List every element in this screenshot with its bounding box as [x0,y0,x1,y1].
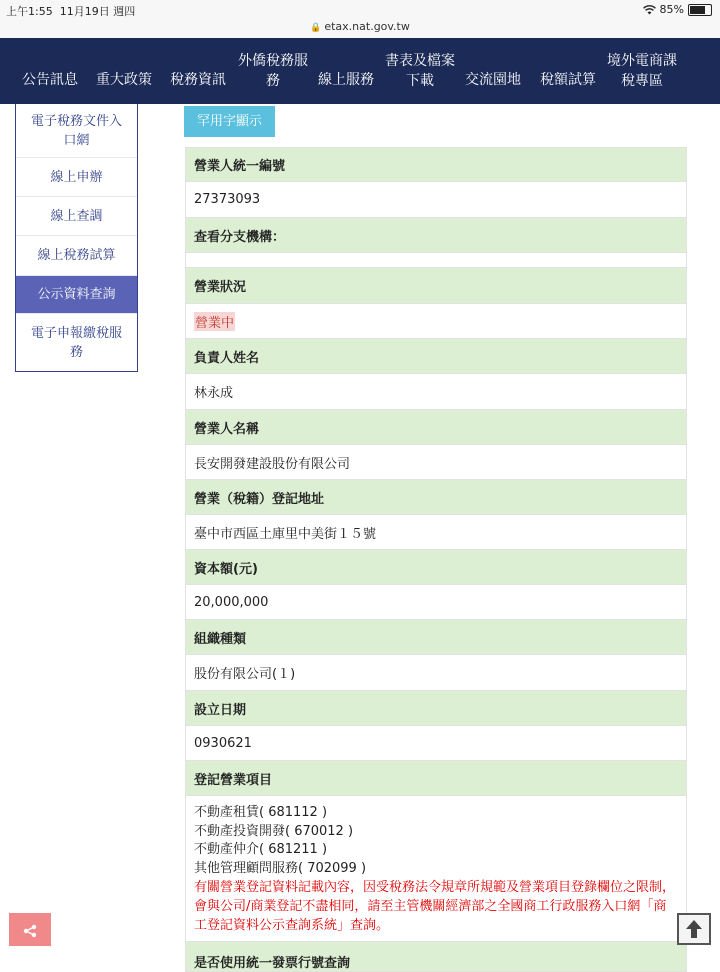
status-time: 上午1:55 11月19日 週四 [6,5,136,18]
battery-icon [688,4,712,16]
wifi-icon [643,5,656,15]
value-branches [185,253,687,268]
nav-item-forms-download[interactable]: 書表及檔案 下載 [385,53,455,89]
url-bar[interactable] [0,20,720,38]
label-establishment-date: 設立日期 [185,691,687,726]
label-unified-number: 營業人統一編號 [185,147,687,182]
value-organization-type: 股份有限公司(１) [185,655,687,691]
nav-item-foreign-ecommerce[interactable]: 境外電商課 稅專區 [607,53,677,89]
label-business-status: 營業狀況 [185,268,687,304]
business-item: 不動產租賃( 681112 ) [194,805,328,820]
business-item: 其他管理顧問服務( 702099 ) [194,860,367,876]
nav-item-announcements[interactable]: 公告訊息 [22,72,78,88]
value-registered-address: 臺中市西區土庫里中美街１５號 [185,515,687,550]
lock-icon: 🔒 [310,23,322,33]
status-right [643,3,712,16]
nav-item-major-policy[interactable]: 重大政策 [96,72,152,88]
sidebar-item-online-application[interactable]: 線上申辦 [16,158,137,197]
rare-char-display-button[interactable]: 罕用字顯示 [184,106,275,137]
registration-notice: 有關營業登記資料記載內容，因受稅務法令規章所規範及營業項目登錄欄位之限制，會與公司/商業登記不盡相同，請至主管機關經濟部之全國商工行政服務入口網「商工登記資料公示查詢系統」查詢。 [194,880,676,933]
label-business-name: 營業人名稱 [185,410,687,445]
sidebar-item-e-tax-portal[interactable]: 電子稅務文件入 口網 [16,104,137,158]
business-item: 不動產仲介( 681211 ) [194,842,328,857]
value-business-name: 長安開發建設股份有限公司 [185,445,687,480]
label-uniform-invoice: 是否使用統一發票行號查詢 [185,942,687,972]
label-organization-type: 組織種類 [185,620,687,655]
label-branches[interactable]: 查看分支機構： [185,218,687,253]
arrow-up-icon [684,917,704,941]
sidebar-item-online-inquiry[interactable]: 線上查調 [16,197,137,236]
value-business-items [185,796,687,942]
sidebar-item-e-filing[interactable]: 電子申報繳稅服 務 [30,325,122,360]
sidebar-item-public-data-query[interactable]: 公示資料查詢 [16,276,137,314]
label-registered-address: 營業（稅籍）登記地址 [185,480,687,515]
back-to-top-button[interactable] [677,913,711,945]
nav-item-tax-info[interactable]: 稅務資訊 [170,72,226,88]
label-business-items: 登記營業項目 [185,761,687,796]
value-establishment-date: 0930621 [185,726,687,761]
nav-item-forum[interactable]: 交流園地 [465,72,521,88]
sidebar [15,104,138,372]
value-responsible-person: 林永成 [185,374,687,410]
business-item: 不動產投資開發( 670012 ) [194,823,354,839]
business-info-table [185,147,687,972]
battery-percent: 85% [659,3,684,16]
nav-item-foreign-tax[interactable]: 外僑稅務服 務 [238,53,308,89]
nav-item-online-services[interactable]: 線上服務 [318,72,374,88]
label-capital: 資本額(元) [185,550,687,585]
sidebar-item-online-tax-calc[interactable]: 線上稅務試算 [16,236,137,276]
value-capital: 20,000,000 [185,585,687,620]
main-nav [0,38,720,104]
share-icon [23,924,37,938]
value-business-status [185,304,687,339]
share-button[interactable] [9,913,51,946]
url-text: etax.nat.gov.tw [324,20,410,33]
value-unified-number: 27373093 [185,182,687,218]
status-bar [0,0,720,20]
label-responsible-person: 負責人姓名 [185,339,687,374]
status-badge: 營業中 [194,312,235,331]
nav-item-tax-calculator[interactable]: 稅額試算 [540,72,596,88]
